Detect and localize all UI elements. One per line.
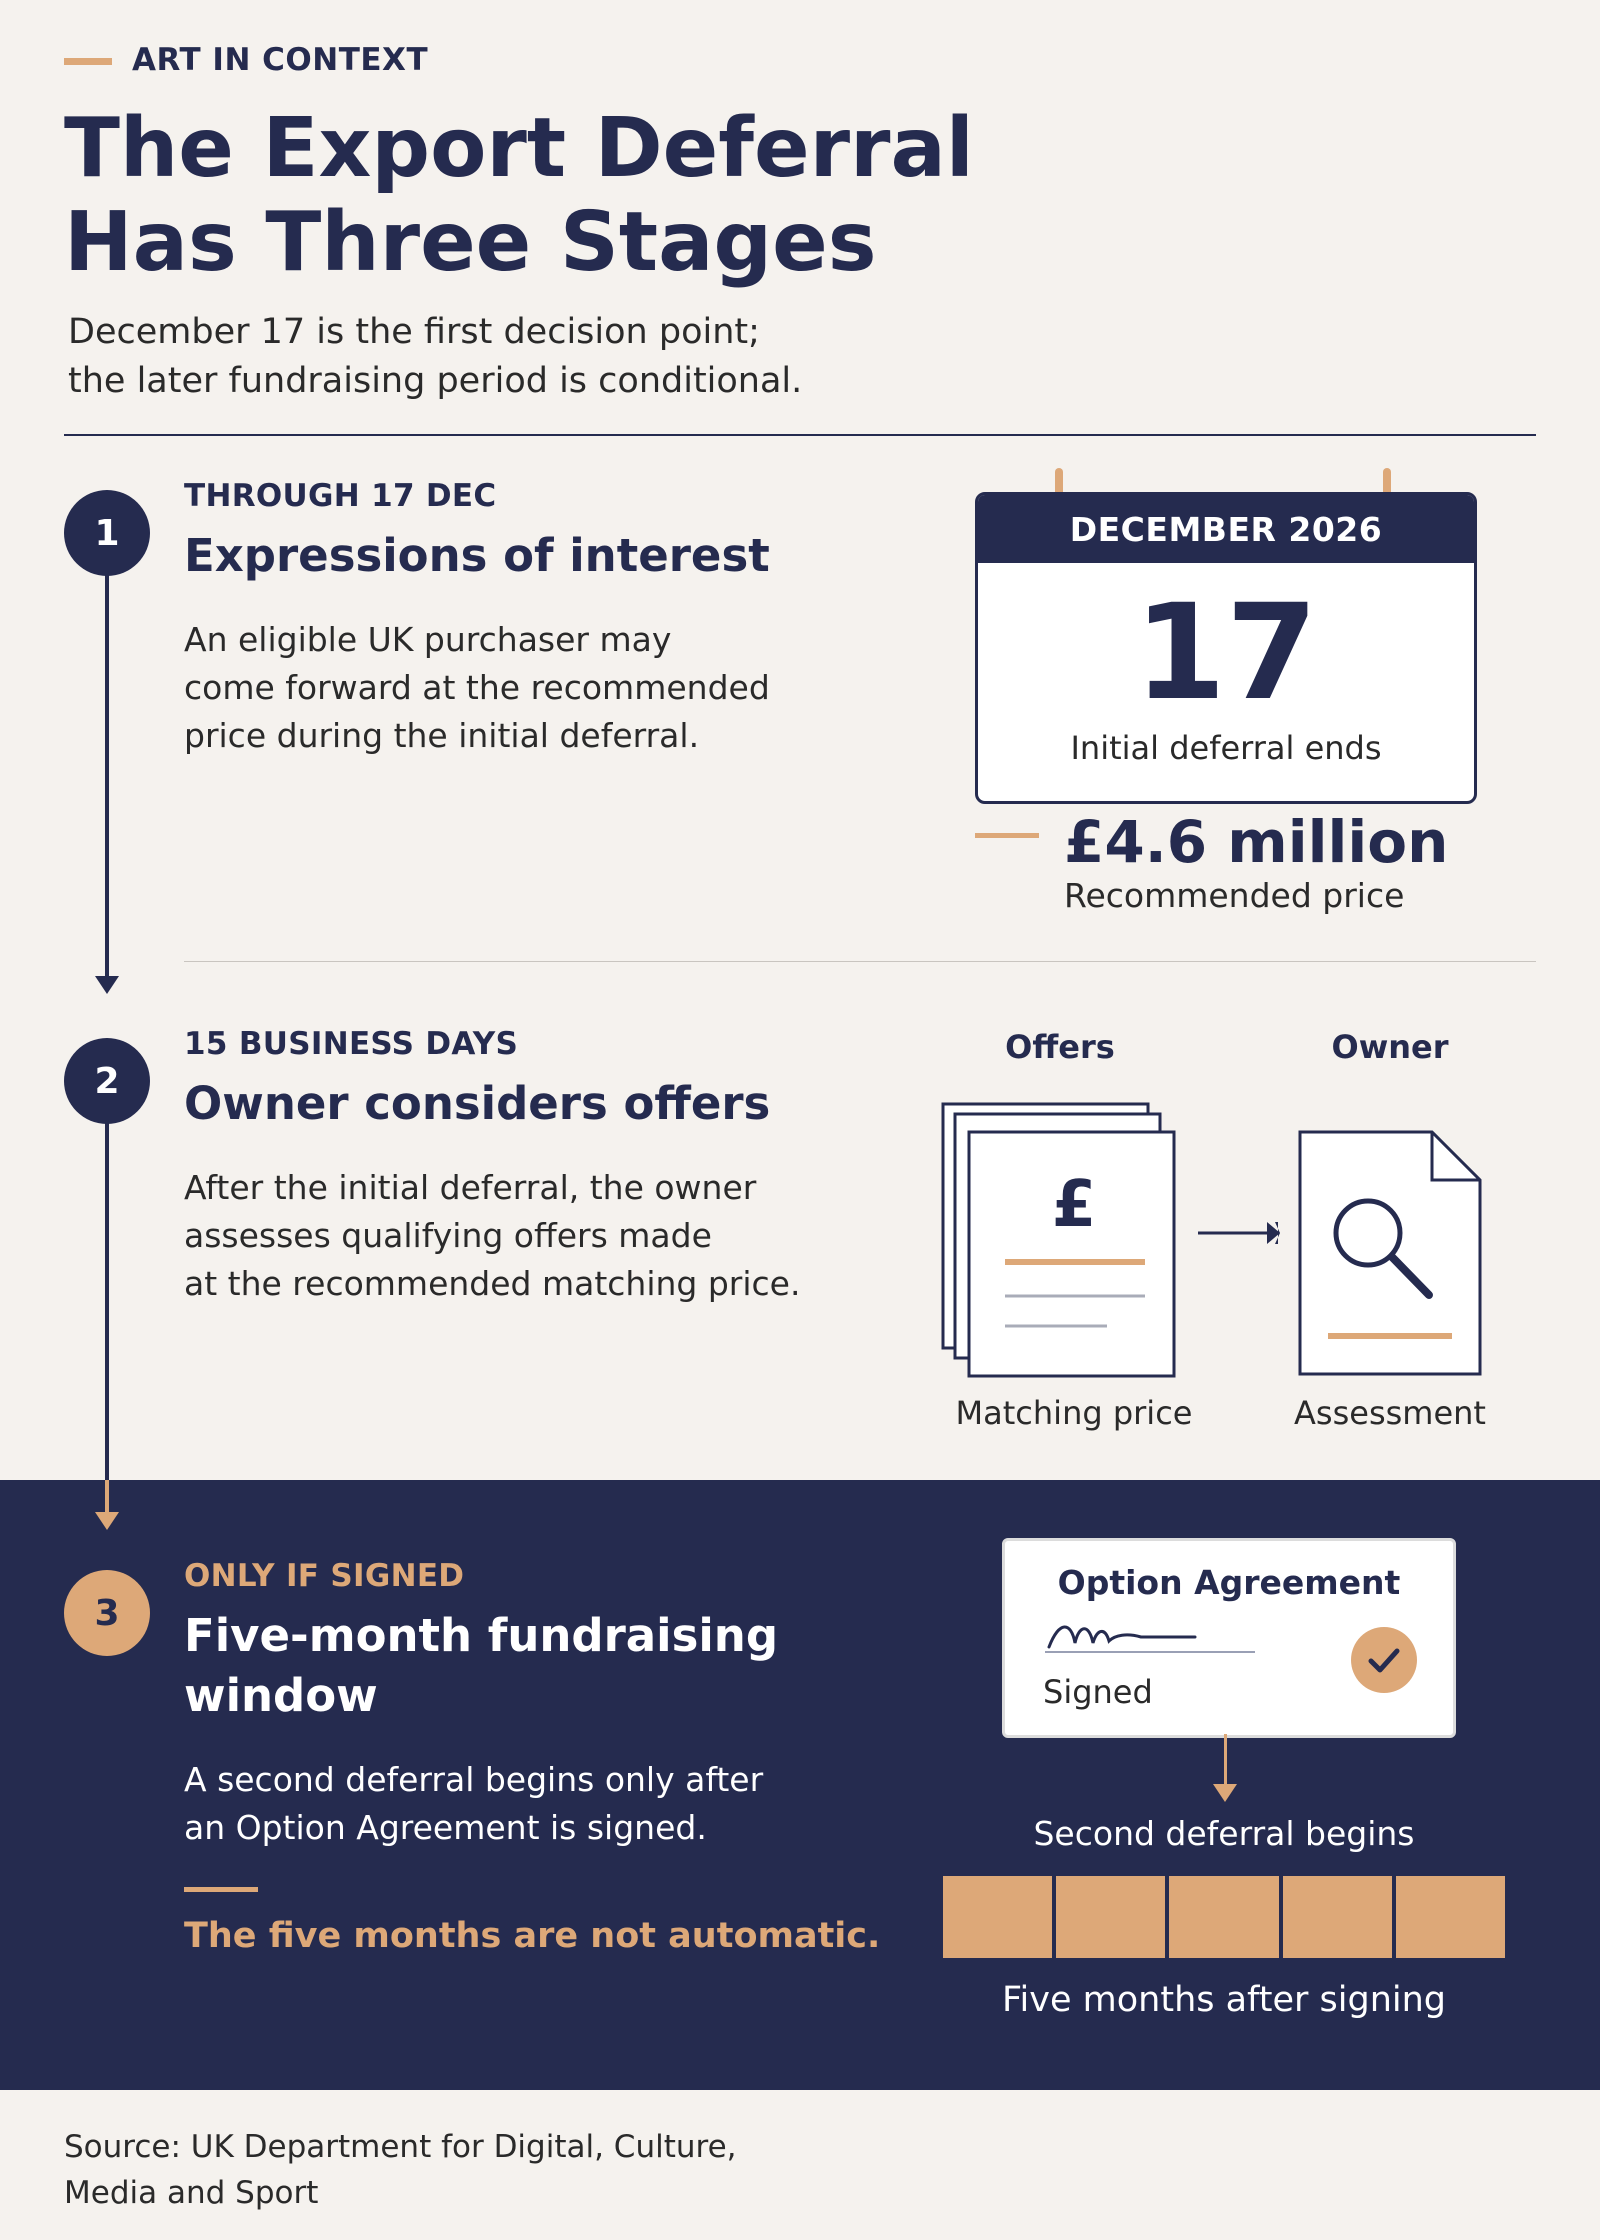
kicker-accent-bar [64,58,112,65]
pound-symbol-icon: £ [1051,1168,1097,1242]
calendar-day: 17 [1134,576,1318,730]
arrow-down-icon [95,976,119,994]
subtitle [68,308,968,406]
option-agreement-title: Option Agreement [1057,1563,1401,1602]
source-note [64,2124,764,2216]
arrow-down-icon [1213,1784,1237,1802]
stage-1-desc-line: An eligible UK purchaser may [184,620,672,659]
stage-1-title: Expressions of interest [184,529,770,582]
stage-divider [184,961,1536,962]
kicker: ART IN CONTEXT [132,42,429,78]
stage-2-desc-line: assesses qualifying offers made [184,1216,712,1255]
price-accent-dash [975,833,1039,838]
stage-2-desc-line: After the initial deferral, the owner [184,1168,757,1207]
stage-3-title-line: window [184,1669,378,1722]
stage-1-tag: THROUGH 17 DEC [184,478,497,514]
signature-line [1045,1651,1255,1653]
note-accent-dash [184,1887,258,1892]
subtitle-line-1: December 17 is the first decision point; [68,312,760,352]
month-block [1396,1876,1505,1958]
offers-label: Offers [1005,1028,1115,1066]
matching-price-caption: Matching price [955,1394,1193,1432]
source-line: Source: UK Department for Digital, Culture, [64,2129,737,2165]
timeline-line-2 [105,1122,109,1508]
stage-2-title: Owner considers offers [184,1077,771,1130]
stage-3-tag: ONLY IF SIGNED [184,1558,465,1594]
subtitle-line-2: the later fundraising period is conditional. [68,361,803,401]
option-agreement-card [1002,1538,1456,1738]
recommended-price-value: £4.6 million [1064,808,1449,876]
arrow-right-icon [1198,1222,1280,1244]
calendar-caption: Initial deferral ends [1070,729,1382,767]
month-block [943,1876,1052,1958]
months-caption: Five months after signing [1001,1980,1447,2020]
month-block [1283,1876,1392,1958]
step-3-badge: 3 [64,1570,150,1656]
stage-3-title-line: Five-month fundraising [184,1609,779,1662]
check-icon [1351,1627,1417,1693]
second-deferral-label: Second deferral begins [1033,1814,1415,1853]
stage-3-desc-line: A second deferral begins only after [184,1760,764,1799]
source-line: Media and Sport [64,2175,319,2211]
stage-1-description [184,616,824,760]
page-title [64,102,1064,290]
timeline-line-3 [105,1480,109,1514]
stage-3-desc-line: an Option Agreement is signed. [184,1808,707,1847]
stage-3-title [184,1606,824,1726]
signature-icon [1045,1611,1205,1655]
stage-2-desc-line: at the recommended matching price. [184,1264,801,1303]
calendar-icon [975,492,1477,804]
stage-3-description [184,1756,824,1852]
header-divider [64,434,1536,436]
month-block [1056,1876,1165,1958]
stage-3-note: The five months are not automatic. [184,1916,881,1956]
assessment-caption: Assessment [1294,1394,1486,1432]
stage-2-description [184,1164,904,1308]
step-1-badge: 1 [64,490,150,576]
timeline-line-1 [105,574,109,978]
stage-2-tag: 15 BUSINESS DAYS [184,1026,519,1062]
title-line-1: The Export Deferral [64,101,974,196]
month-block [1169,1876,1278,1958]
offers-to-owner-diagram [935,1092,1495,1392]
arrow-down-icon [95,1512,119,1530]
five-month-blocks [943,1876,1505,1958]
calendar-month: DECEMBER 2026 [978,495,1474,563]
stage-1-desc-line: price during the initial deferral. [184,716,700,755]
title-line-2: Has Three Stages [64,195,877,290]
step-2-badge: 2 [64,1038,150,1124]
agreement-connector [1224,1734,1227,1786]
owner-label: Owner [1331,1028,1449,1066]
recommended-price-caption: Recommended price [1064,876,1405,915]
stage-1-desc-line: come forward at the recommended [184,668,770,707]
agreement-status: Signed [1043,1673,1153,1711]
